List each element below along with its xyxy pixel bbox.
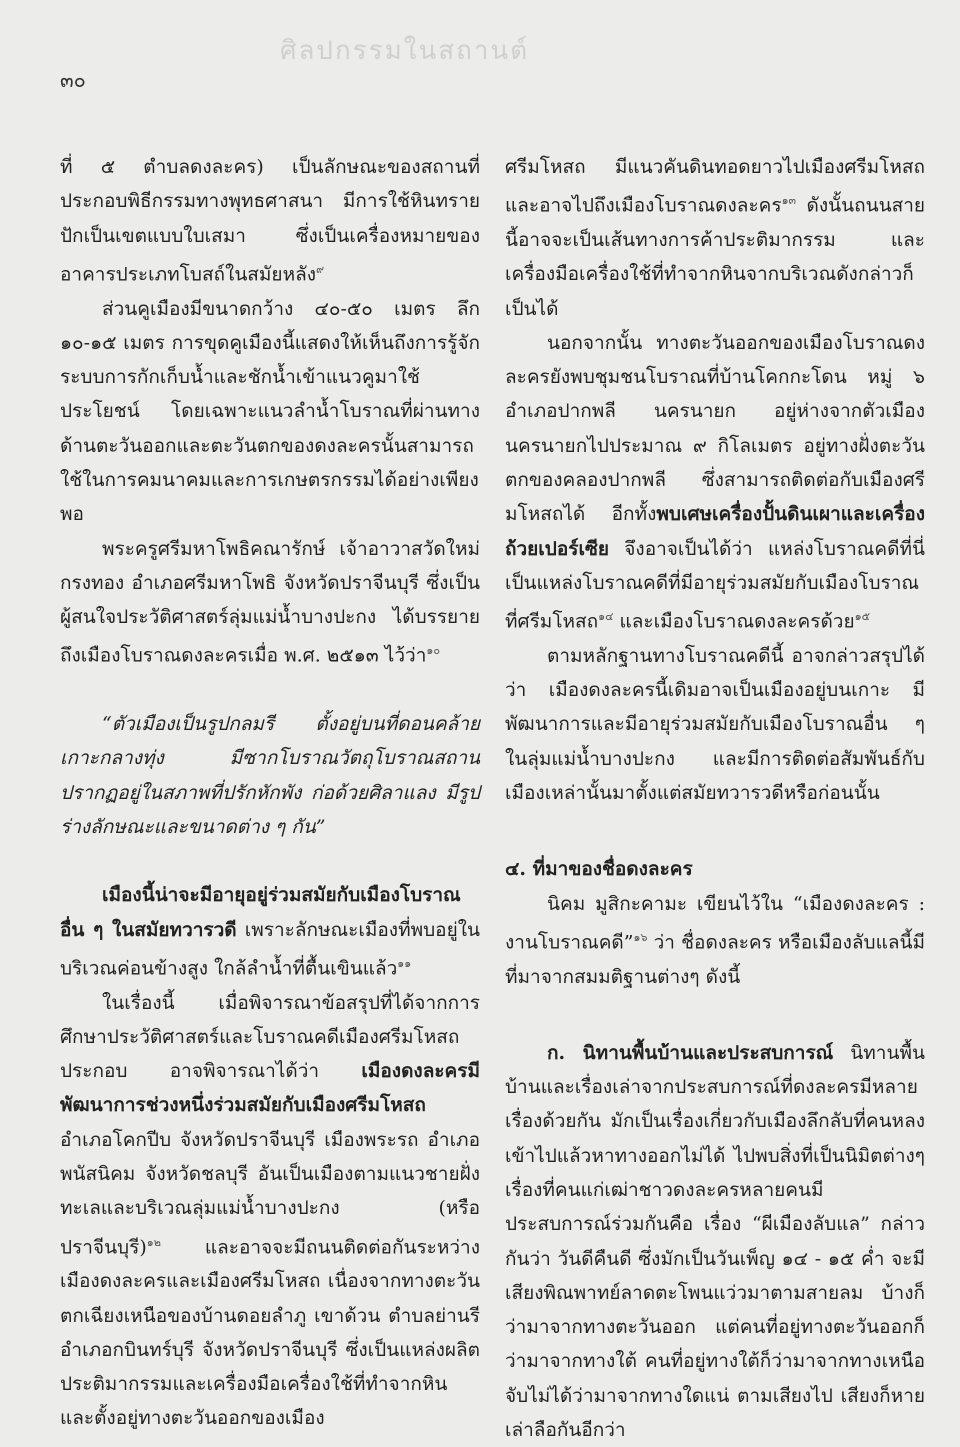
bold-statement: เมืองนี้น่าจะมีอายุอยู่ร่วมสมัยกับเมืองโบราณอื่น ๆ ในสมัยทวารวดี bbox=[60, 884, 461, 941]
footnote-ref: ๑๒ bbox=[146, 1235, 161, 1249]
footnote-ref: ๑๓ bbox=[781, 194, 797, 208]
right-column bbox=[505, 150, 925, 1447]
footnote-ref: ๑๔ bbox=[598, 610, 614, 624]
paragraph-text: ดังนั้นถนนสายนี้อาจจะเป็นเส้นทางการค้าประติมากรรม และเครื่องมือเครื่องใช้ที่ทำจากหินจากบริเวณดังกล่าวก็เป็นได้ bbox=[505, 194, 925, 320]
left-paragraph-5 bbox=[60, 986, 480, 1436]
right-paragraph-4 bbox=[505, 887, 925, 994]
paragraph-text: และเมืองโบราณดงละครด้วย bbox=[613, 610, 855, 633]
paragraph-text: พระครูศรีมหาโพธิคณารักษ์ เจ้าอาวาสวัดใหม่กรงทอง อำเภอศรีมหาโพธิ จังหวัดปราจีนบุรี ซึ่งเป็นผู้สนใจประวัติศาสตร์ลุ่มแม่น้ำบางปะกง ได้บรรยายถึงเมืองโบราณดงละครเมื่อ พ.ศ. ๒๕๑๓ ไว้ว่า bbox=[60, 537, 480, 667]
right-paragraph-1 bbox=[505, 150, 925, 326]
left-paragraph-2: ส่วนคูเมืองมีขนาดกว้าง ๔๐-๕๐ เมตร ลึก ๑๐-๑๕ เมตร การขุดคูเมืองนี้แสดงให้เห็นถึงการรู้จักระบบการกักเก็บน้ำและชักน้ำเข้าแนวคูมาใช้ประโยชน์ โดยเฉพาะแนวลำน้ำโบราณที่ผ่านทางด้านตะวันออกและตะวันตกของดงละครนั้นสามารถใช้ในการคมนาคมและการเกษตรกรรมได้อย่างเพียงพอ bbox=[60, 297, 480, 526]
bold-statement: พบเศษเครื่องปั้นดินเผาและเครื่องถ้วยเปอร์เซีย bbox=[505, 503, 925, 560]
footnote-ref: ๑๐ bbox=[426, 644, 441, 658]
paragraph-text: จึงอาจเป็นได้ว่า แหล่งโบราณคดีที่นี่เป็นแหล่งโบราณคดีที่มีอายุร่วมสมัยกับเมืองโบราณที่ศรีมโหสถ bbox=[505, 537, 925, 633]
bold-statement: เมืองดงละครมีพัฒนาการช่วงหนึ่งร่วมสมัยกับเมืองศรีมโหสถ bbox=[60, 1060, 480, 1117]
footnote-ref: ๑๖ bbox=[633, 930, 648, 944]
left-paragraph-1 bbox=[60, 150, 480, 292]
paragraph-text: ศรีมโหสถ มีแนวคันดินทอดยาวไปเมืองศรีมโหสถและอาจไปถึงเมืองโบราณดงละคร bbox=[505, 156, 925, 217]
footnote-ref: ๙ bbox=[316, 262, 325, 276]
paragraph-text: ว่า ชื่อดงละคร หรือเมืองลับแลนี้มีที่มาจากสมมติฐานต่างๆ ดังนี้ bbox=[505, 931, 925, 988]
right-paragraph-2 bbox=[505, 326, 925, 639]
footnote-ref: ๑๕ bbox=[854, 610, 870, 624]
right-paragraph-5 bbox=[505, 1036, 925, 1447]
left-column bbox=[60, 150, 480, 1436]
quotation-block: “ตัวเมืองเป็นรูปกลมรี ตั้งอยู่บนที่ดอนคล้ายเกาะกลางทุ่ง มีซากโบราณวัตถุโบราณสถาน ปรากฏอยู่ในสภาพที่ปรักหักพัง ก่อด้วยศิลาแลง มีรูปร่างลักษณะและขนาดต่าง ๆ กัน” bbox=[60, 713, 480, 838]
paragraph-text: ที่ ๕ ตำบลดงละคร) เป็นลักษณะของสถานที่ประกอบพิธีกรรมทางพุทธศาสนา มีการใช้หินทรายปักเป็นเขตแบบใบเสมา ซึ่งเป็นเครื่องหมายของอาคารประเภทโบสถ์ในสมัยหลัง bbox=[60, 156, 480, 286]
paragraph-text: ในเรื่องนี้ เมื่อพิจารณาข้อสรุปที่ได้จากการศึกษาประวัติศาสตร์และโบราณคดีเมืองศรีมโหสถประกอบ อาจพิจารณาได้ว่า bbox=[60, 991, 480, 1083]
paragraph-text: และอาจจะมีถนนติดต่อกันระหว่างเมืองดงละครและเมืองศรีมโหสถ เนื่องจากทางตะวันตกเฉียงเหนือของบ้านดอยลำภู เขาด้วน ตำบลย่านรี อำเภอกบินทร์บุรี จังหวัดปราจีนบุรี ซึ่งเป็นแหล่งผลิตประติมากรรมและเครื่องมือเครื่องใช้ที่ทำจากหิน และตั้งอยู่ทางตะวันออกของเมือง bbox=[60, 1235, 480, 1430]
paragraph-text: อำเภอโคกปีบ จังหวัดปราจีนบุรี เมืองพระรถ อำเภอพนัสนิคม จังหวัดชลบุรี อันเป็นเมืองตามแนวชายฝั่งทะเลและบริเวณลุ่มแม่น้ำบางปะกง (หรือปราจีนบุรี) bbox=[60, 1128, 480, 1258]
paragraph-text: นิคม มูสิกะคามะ เขียนไว้ใน “เมืองดงละคร : งานโบราณคดี” bbox=[505, 892, 925, 954]
paragraph-text: นิทานพื้นบ้านและเรื่องเล่าจากประสบการณ์ที่ดงละครมีหลายเรื่องด้วยกัน มักเป็นเรื่องเกี่ยวกับเมืองลึกลับที่คนหลงเข้าไปแล้วหาทางออกไม่ได้ ไปพบสิ่งที่เป็นนิมิตต่างๆ เรื่องที่คนแก่เฒ่าชาวดงละครหลายคนมีประสบการณ์ร่วมกันคือ เรื่อง “ผีเมืองลับแล” กล่าวกันว่า วันดีคืนดี ซึ่งมักเป็นวันเพ็ญ ๑๔ - ๑๕ ค่ำ จะมีเสียงพิณพาทย์ลาดตะโพนแว่วมาตามสายลม บ้างก็ว่ามาจากทางตะวันออก แต่คนที่อยู่ทางตะวันออกก็ว่ามาจากทางใต้ คนที่อยู่ทางใต้ก็ว่ามาจากทางเหนือ จับไม่ได้ว่ามาจากทางใดแน่ ตามเสียงไป เสียงก็หาย เล่าลือกันอีกว่า bbox=[505, 1041, 925, 1442]
faint-running-header: ศิลปกรรมในสถานต์ bbox=[280, 36, 530, 66]
footnote-ref: ๑๑ bbox=[397, 956, 412, 970]
left-paragraph-4 bbox=[60, 878, 480, 985]
bold-subheading: ก. นิทานพื้นบ้านและประสบการณ์ bbox=[547, 1041, 834, 1064]
paragraph-text: นอกจากนั้น ทางตะวันออกของเมืองโบราณดงละครยังพบชุมชนโบราณที่บ้านโคกกะโดน หมู่ ๖ อำเภอปากพลี นครนายก อยู่ห่างจากตัวเมืองนครนายกไปประมาณ ๙ กิโลเมตร อยู่ทางฝั่งตะวันตกของคลองปากพลี ซึ่งสามารถติดต่อกับเมืองศรีมโหสถได้ อีกทั้ง bbox=[505, 331, 925, 526]
right-paragraph-3: ตามหลักฐานทางโบราณคดีนี้ อาจกล่าวสรุปได้ว่า เมืองดงละครนี้เดิมอาจเป็นเมืองอยู่บนเกาะ มีพัฒนาการและมีอายุร่วมสมัยกับเมืองโบราณอื่น ๆ ในลุ่มแม่น้ำบางปะกง และมีการติดต่อสัมพันธ์กับเมืองเหล่านั้นมาตั้งแต่สมัยทวารวดีหรือก่อนนั้น bbox=[505, 644, 925, 804]
section-heading: ๔. ที่มาของชื่อดงละคร bbox=[505, 858, 693, 881]
paragraph-text: เพราะลักษณะเมืองที่พบอยู่ในบริเวณค่อนข้างสูง ใกล้ลำน้ำที่ตื้นเขินแล้ว bbox=[60, 918, 480, 980]
page-number: ๓๐ bbox=[60, 68, 86, 92]
left-paragraph-3 bbox=[60, 532, 480, 674]
